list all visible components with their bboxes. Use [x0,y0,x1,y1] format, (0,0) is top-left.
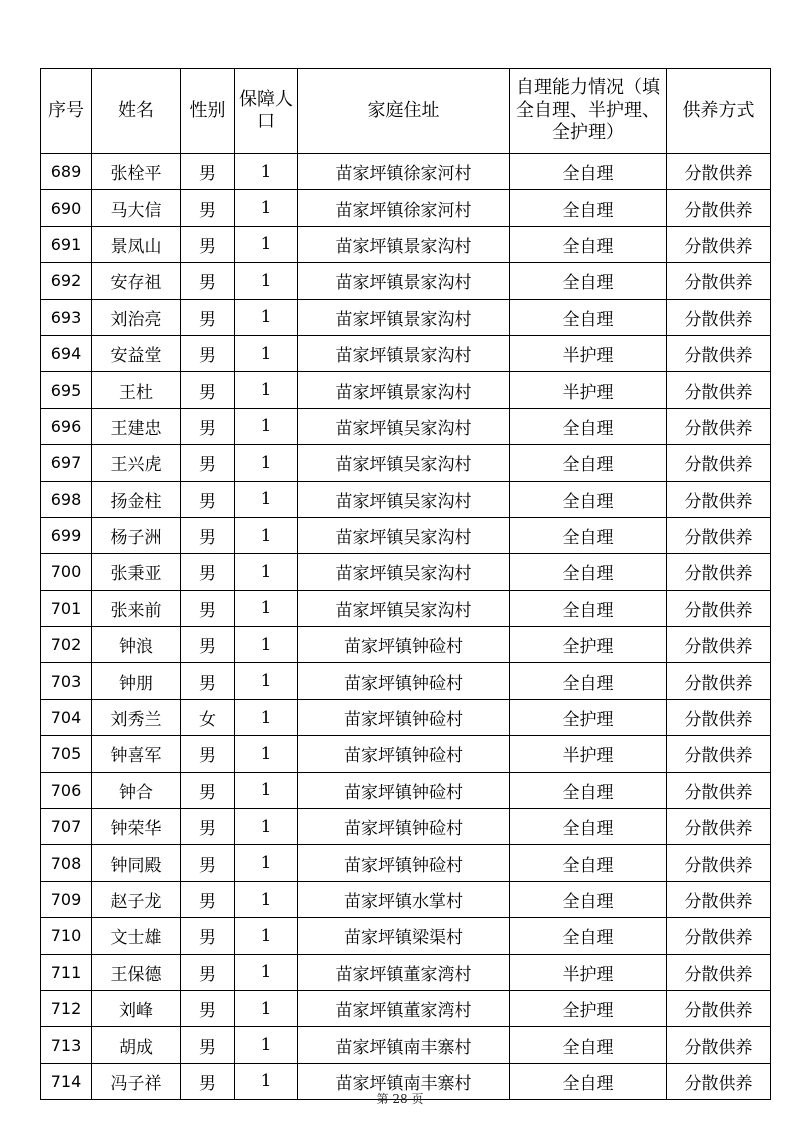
cell-ability: 全自理 [510,809,667,845]
header-gender: 性别 [181,69,235,154]
cell-ability: 半护理 [510,736,667,772]
cell-persons: 1 [235,845,298,881]
cell-seq: 693 [41,299,92,335]
cell-address: 苗家坪镇钟硷村 [298,663,510,699]
table-row [41,408,771,444]
cell-persons: 1 [235,299,298,335]
cell-name: 赵子龙 [92,881,181,917]
cell-seq: 707 [41,809,92,845]
cell-ability: 全自理 [510,154,667,190]
table-row [41,699,771,735]
cell-address: 苗家坪镇景家沟村 [298,263,510,299]
table-row [41,627,771,663]
cell-method: 分散供养 [667,590,771,626]
cell-address: 苗家坪镇钟硷村 [298,627,510,663]
cell-persons: 1 [235,481,298,517]
cell-name: 钟荣华 [92,809,181,845]
cell-method: 分散供养 [667,226,771,262]
cell-address: 苗家坪镇梁渠村 [298,918,510,954]
cell-name: 文士雄 [92,918,181,954]
cell-gender: 男 [181,663,235,699]
cell-seq: 689 [41,154,92,190]
cell-method: 分散供养 [667,554,771,590]
cell-ability: 全护理 [510,627,667,663]
cell-method: 分散供养 [667,263,771,299]
cell-name: 钟合 [92,772,181,808]
cell-gender: 女 [181,699,235,735]
cell-persons: 1 [235,190,298,226]
cell-seq: 701 [41,590,92,626]
cell-gender: 男 [181,881,235,917]
cell-name: 扬金柱 [92,481,181,517]
cell-address: 苗家坪镇吴家沟村 [298,517,510,553]
table-row [41,845,771,881]
table-row [41,809,771,845]
cell-persons: 1 [235,408,298,444]
cell-seq: 692 [41,263,92,299]
cell-method: 分散供养 [667,154,771,190]
cell-address: 苗家坪镇吴家沟村 [298,408,510,444]
cell-gender: 男 [181,1063,235,1099]
cell-persons: 1 [235,809,298,845]
cell-gender: 男 [181,772,235,808]
cell-gender: 男 [181,154,235,190]
cell-persons: 1 [235,663,298,699]
header-name: 姓名 [92,69,181,154]
cell-seq: 690 [41,190,92,226]
cell-method: 分散供养 [667,408,771,444]
table-row [41,190,771,226]
header-method: 供养方式 [667,69,771,154]
cell-seq: 696 [41,408,92,444]
table-row [41,481,771,517]
cell-gender: 男 [181,263,235,299]
cell-gender: 男 [181,481,235,517]
cell-gender: 男 [181,590,235,626]
cell-address: 苗家坪镇钟硷村 [298,845,510,881]
cell-persons: 1 [235,590,298,626]
table-row [41,154,771,190]
cell-seq: 713 [41,1027,92,1063]
cell-persons: 1 [235,517,298,553]
cell-name: 杨子洲 [92,517,181,553]
cell-method: 分散供养 [667,736,771,772]
cell-address: 苗家坪镇钟硷村 [298,699,510,735]
cell-seq: 698 [41,481,92,517]
cell-persons: 1 [235,736,298,772]
table-row [41,554,771,590]
cell-gender: 男 [181,445,235,481]
cell-name: 张栓平 [92,154,181,190]
cell-name: 安存祖 [92,263,181,299]
cell-seq: 691 [41,226,92,262]
cell-name: 钟同殿 [92,845,181,881]
cell-persons: 1 [235,1063,298,1099]
cell-seq: 702 [41,627,92,663]
cell-method: 分散供养 [667,627,771,663]
cell-name: 张来前 [92,590,181,626]
cell-address: 苗家坪镇徐家河村 [298,190,510,226]
cell-method: 分散供养 [667,190,771,226]
cell-address: 苗家坪镇钟硷村 [298,809,510,845]
welfare-table [40,68,771,1100]
cell-seq: 705 [41,736,92,772]
cell-seq: 709 [41,881,92,917]
cell-gender: 男 [181,736,235,772]
cell-gender: 男 [181,809,235,845]
cell-name: 冯子祥 [92,1063,181,1099]
cell-ability: 全自理 [510,554,667,590]
cell-address: 苗家坪镇景家沟村 [298,299,510,335]
cell-seq: 708 [41,845,92,881]
table-body [41,154,771,1100]
cell-address: 苗家坪镇南丰寨村 [298,1027,510,1063]
cell-seq: 694 [41,335,92,371]
cell-address: 苗家坪镇钟硷村 [298,772,510,808]
cell-method: 分散供养 [667,954,771,990]
cell-ability: 半护理 [510,335,667,371]
cell-name: 王建忠 [92,408,181,444]
cell-name: 刘秀兰 [92,699,181,735]
cell-persons: 1 [235,990,298,1026]
cell-seq: 710 [41,918,92,954]
cell-address: 苗家坪镇景家沟村 [298,335,510,371]
cell-seq: 695 [41,372,92,408]
cell-name: 安益堂 [92,335,181,371]
cell-address: 苗家坪镇吴家沟村 [298,481,510,517]
cell-seq: 711 [41,954,92,990]
cell-address: 苗家坪镇南丰寨村 [298,1063,510,1099]
cell-name: 张秉亚 [92,554,181,590]
table-row [41,1027,771,1063]
cell-method: 分散供养 [667,335,771,371]
cell-name: 钟喜军 [92,736,181,772]
cell-name: 刘治亮 [92,299,181,335]
cell-ability: 全自理 [510,845,667,881]
cell-persons: 1 [235,372,298,408]
cell-persons: 1 [235,699,298,735]
cell-method: 分散供养 [667,772,771,808]
cell-gender: 男 [181,954,235,990]
cell-gender: 男 [181,845,235,881]
table-row [41,445,771,481]
cell-address: 苗家坪镇景家沟村 [298,372,510,408]
cell-ability: 全自理 [510,299,667,335]
cell-ability: 全自理 [510,590,667,626]
cell-method: 分散供养 [667,809,771,845]
cell-gender: 男 [181,335,235,371]
cell-gender: 男 [181,226,235,262]
cell-ability: 全自理 [510,226,667,262]
cell-ability: 全自理 [510,190,667,226]
cell-persons: 1 [235,554,298,590]
cell-persons: 1 [235,445,298,481]
cell-method: 分散供养 [667,845,771,881]
cell-ability: 全自理 [510,1027,667,1063]
cell-method: 分散供养 [667,990,771,1026]
cell-name: 钟朋 [92,663,181,699]
header-seq: 序号 [41,69,92,154]
cell-address: 苗家坪镇董家湾村 [298,990,510,1026]
table-row [41,335,771,371]
cell-address: 苗家坪镇景家沟村 [298,226,510,262]
cell-address: 苗家坪镇徐家河村 [298,154,510,190]
cell-persons: 1 [235,918,298,954]
cell-ability: 半护理 [510,954,667,990]
table-row [41,299,771,335]
table-row [41,263,771,299]
cell-ability: 全护理 [510,990,667,1026]
cell-address: 苗家坪镇水掌村 [298,881,510,917]
cell-method: 分散供养 [667,918,771,954]
cell-persons: 1 [235,226,298,262]
cell-method: 分散供养 [667,1027,771,1063]
cell-method: 分散供养 [667,699,771,735]
cell-name: 钟浪 [92,627,181,663]
cell-method: 分散供养 [667,299,771,335]
cell-gender: 男 [181,990,235,1026]
cell-method: 分散供养 [667,1063,771,1099]
cell-address: 苗家坪镇吴家沟村 [298,445,510,481]
cell-name: 胡成 [92,1027,181,1063]
cell-persons: 1 [235,954,298,990]
cell-gender: 男 [181,1027,235,1063]
cell-gender: 男 [181,554,235,590]
cell-name: 刘峰 [92,990,181,1026]
cell-persons: 1 [235,627,298,663]
cell-gender: 男 [181,517,235,553]
cell-seq: 712 [41,990,92,1026]
cell-address: 苗家坪镇吴家沟村 [298,590,510,626]
table-row [41,372,771,408]
cell-persons: 1 [235,1027,298,1063]
cell-persons: 1 [235,335,298,371]
cell-gender: 男 [181,372,235,408]
cell-name: 马大信 [92,190,181,226]
cell-gender: 男 [181,190,235,226]
cell-ability: 全自理 [510,408,667,444]
header-ability: 自理能力情况（填全自理、半护理、全护理） [510,69,667,154]
cell-name: 王保德 [92,954,181,990]
cell-seq: 704 [41,699,92,735]
cell-ability: 全自理 [510,918,667,954]
cell-address: 苗家坪镇董家湾村 [298,954,510,990]
cell-persons: 1 [235,881,298,917]
page-number: 第 28 页 [376,1092,424,1106]
cell-address: 苗家坪镇吴家沟村 [298,554,510,590]
cell-method: 分散供养 [667,445,771,481]
cell-gender: 男 [181,918,235,954]
cell-ability: 全自理 [510,772,667,808]
cell-seq: 714 [41,1063,92,1099]
cell-method: 分散供养 [667,372,771,408]
header-persons: 保障人口 [235,69,298,154]
cell-seq: 697 [41,445,92,481]
cell-ability: 全自理 [510,663,667,699]
cell-ability: 全自理 [510,263,667,299]
cell-seq: 706 [41,772,92,808]
cell-name: 景凤山 [92,226,181,262]
cell-persons: 1 [235,263,298,299]
table-row [41,226,771,262]
table-row [41,954,771,990]
cell-seq: 699 [41,517,92,553]
table-row [41,918,771,954]
cell-name: 王兴虎 [92,445,181,481]
cell-method: 分散供养 [667,663,771,699]
cell-ability: 全自理 [510,445,667,481]
cell-ability: 半护理 [510,372,667,408]
cell-persons: 1 [235,154,298,190]
cell-name: 王杜 [92,372,181,408]
table-header-row [41,69,771,154]
cell-ability: 全护理 [510,699,667,735]
cell-gender: 男 [181,627,235,663]
table-row [41,663,771,699]
table-row [41,736,771,772]
table-row [41,517,771,553]
cell-ability: 全自理 [510,881,667,917]
cell-ability: 全自理 [510,481,667,517]
cell-gender: 男 [181,299,235,335]
cell-method: 分散供养 [667,881,771,917]
cell-ability: 全自理 [510,1063,667,1099]
cell-seq: 700 [41,554,92,590]
cell-ability: 全自理 [510,517,667,553]
cell-method: 分散供养 [667,517,771,553]
cell-persons: 1 [235,772,298,808]
cell-gender: 男 [181,408,235,444]
table-row [41,590,771,626]
table-row [41,881,771,917]
header-address: 家庭住址 [298,69,510,154]
table-row [41,990,771,1026]
table-row [41,772,771,808]
cell-method: 分散供养 [667,481,771,517]
cell-seq: 703 [41,663,92,699]
cell-address: 苗家坪镇钟硷村 [298,736,510,772]
